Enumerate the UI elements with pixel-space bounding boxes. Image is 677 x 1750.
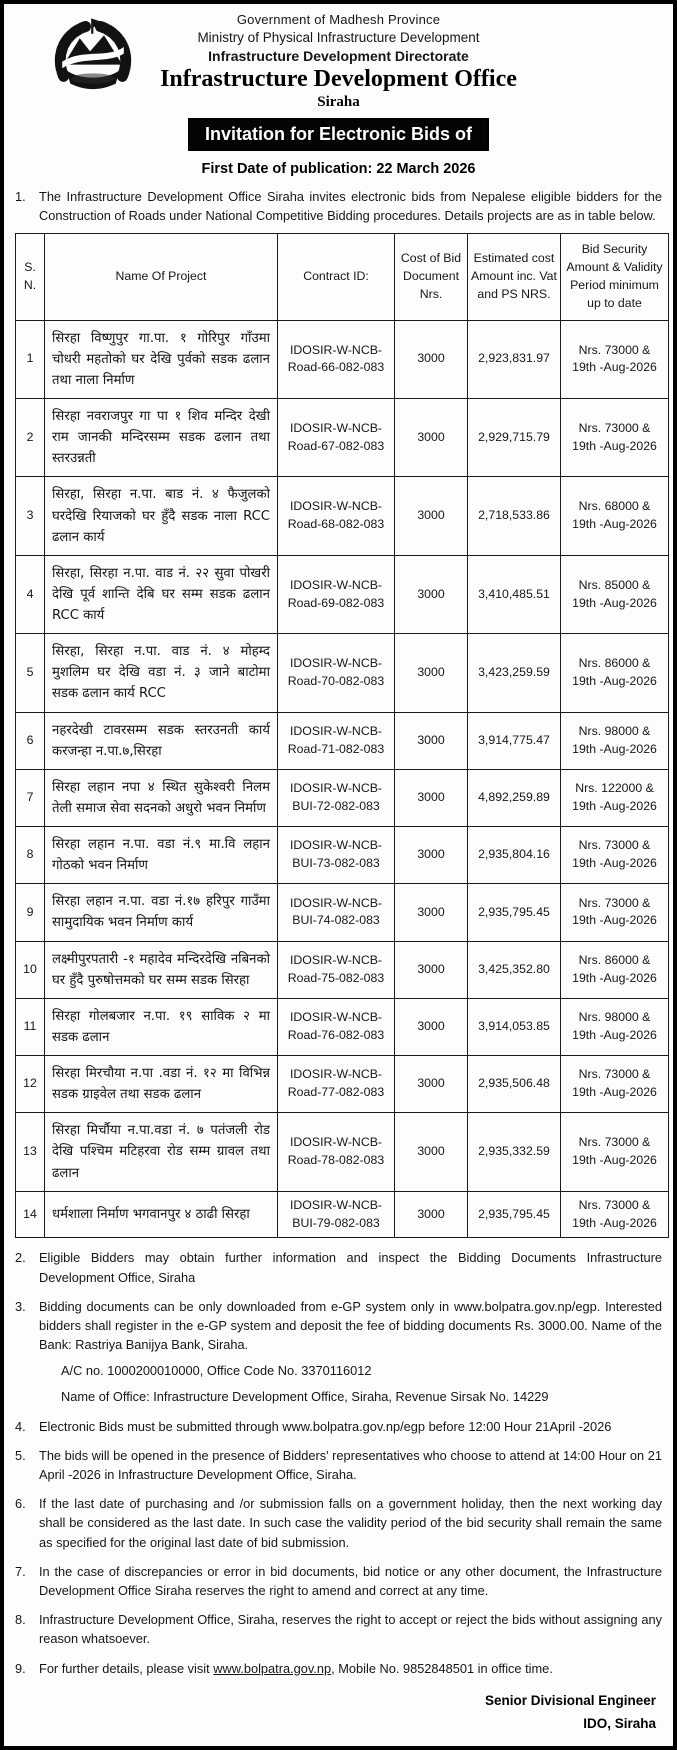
table-row xyxy=(16,1056,669,1113)
contract-id-cell: IDOSIR-W-NCB- Road-77-082-083 xyxy=(278,1056,395,1113)
cost-cell: 3000 xyxy=(395,555,468,633)
project-name-cell: सिरहा लहान नपा ४ स्थित सुकेश्वरी निलम तेली समाज सेवा सदनको अधुरो भवन निर्माण xyxy=(45,769,278,826)
document-header xyxy=(15,10,662,177)
contract-id-cell: IDOSIR-W-NCB- Road-66-082-083 xyxy=(278,320,395,398)
table-row xyxy=(16,634,669,712)
ministry-line: Ministry of Physical Infrastructure Development xyxy=(197,30,480,45)
sn-cell: 13 xyxy=(16,1113,45,1191)
contract-id-cell: IDOSIR-W-NCB- Road-70-082-083 xyxy=(278,634,395,712)
sn-cell: 9 xyxy=(16,884,45,941)
estimate-cell: 2,935,795.45 xyxy=(468,1191,561,1238)
estimate-cell: 2,935,795.45 xyxy=(468,884,561,941)
note-number: 9. xyxy=(15,1660,26,1676)
estimate-cell: 2,935,804.16 xyxy=(468,827,561,884)
contract-id-cell: IDOSIR-W-NCB- Road-71-082-083 xyxy=(278,712,395,769)
note-text xyxy=(39,1659,662,1678)
directorate-line: Infrastructure Development Directorate xyxy=(208,48,469,64)
note-number: 8. xyxy=(15,1612,26,1628)
contract-id-cell: IDOSIR-W-NCB- Road-78-082-083 xyxy=(278,1113,395,1191)
contract-id-cell: IDOSIR-W-NCB- Road-75-082-083 xyxy=(278,941,395,998)
invitation-banner: Invitation for Electronic Bids of xyxy=(188,118,489,151)
contract-id-cell: IDOSIR-W-NCB- Road-76-082-083 xyxy=(278,998,395,1055)
contract-id-cell: IDOSIR-W-NCB- BUI-72-082-083 xyxy=(278,769,395,826)
intro-text: The Infrastructure Development Office Siraha invites electronic bids from Nepalese eligible bidders for the Construction of Roads under National Competitive Bidding procedures. Details projects are as in table below. xyxy=(39,189,662,224)
note-number: 6. xyxy=(15,1496,26,1512)
district-title: Siraha xyxy=(317,94,360,110)
estimate-cell: 2,929,715.79 xyxy=(468,399,561,477)
estimate-cell: 2,718,533.86 xyxy=(468,477,561,555)
cost-cell: 3000 xyxy=(395,712,468,769)
project-name-cell: सिरहा गोलबजार न.पा. १९ साविक २ मा सडक ढलान xyxy=(45,998,278,1055)
col-header-name: Name Of Project xyxy=(45,234,278,320)
sn-cell: 14 xyxy=(16,1191,45,1238)
security-cell: Nrs. 73000 & 19th -Aug-2026 xyxy=(561,827,669,884)
table-row xyxy=(16,320,669,398)
cost-cell: 3000 xyxy=(395,998,468,1055)
col-header-security: Bid Security Amount & Validity Period minimum up to date xyxy=(561,234,669,320)
note-text: Infrastructure Development Office, Siraha, reserves the right to accept or reject the bids without assigning any reason whatsoever. xyxy=(39,1612,662,1647)
project-name-cell: सिरहा मिर्चौया न.पा.वडा नं. ७ पतंजली रोड देखि पश्चिम मटिहरवा रोड सम्म ग्रावल तथा ढलान xyxy=(45,1113,278,1191)
project-name-cell: सिरहा लहान न.पा. वडा नं.९ मा.वि लहान गोठको भवन निर्माण xyxy=(45,827,278,884)
note-text-pre: For further details, please visit xyxy=(39,1660,214,1676)
note-number: 7. xyxy=(15,1563,26,1579)
col-header-estimate: Estimated cost Amount inc. Vat and PS NRS. xyxy=(468,234,561,320)
notes-section xyxy=(15,1248,662,1677)
note-text xyxy=(39,1297,662,1407)
note-item xyxy=(15,1297,662,1407)
table-row xyxy=(16,399,669,477)
cost-cell: 3000 xyxy=(395,884,468,941)
cost-cell: 3000 xyxy=(395,1191,468,1238)
contract-id-cell: IDOSIR-W-NCB- BUI-79-082-083 xyxy=(278,1191,395,1238)
security-cell: Nrs. 86000 & 19th -Aug-2026 xyxy=(561,634,669,712)
bolpatra-link: www.bolpatra.gov.np xyxy=(213,1660,332,1676)
security-cell: Nrs. 68000 & 19th -Aug-2026 xyxy=(561,477,669,555)
security-cell: Nrs. 122000 & 19th -Aug-2026 xyxy=(561,769,669,826)
signature-block xyxy=(15,1690,662,1736)
table-row xyxy=(16,712,669,769)
col-header-cost: Cost of Bid Document Nrs. xyxy=(395,234,468,320)
note-item xyxy=(15,1446,662,1484)
security-cell: Nrs. 73000 & 19th -Aug-2026 xyxy=(561,320,669,398)
security-cell: Nrs. 73000 & 19th -Aug-2026 xyxy=(561,1056,669,1113)
contract-id-cell: IDOSIR-W-NCB- Road-69-082-083 xyxy=(278,555,395,633)
table-row xyxy=(16,827,669,884)
project-name-cell: सिरहा लहान न.पा. वडा नं.१७ हरिपुर गाउँमा सामुदायिक भवन निर्माण कार्य xyxy=(45,884,278,941)
note-text: In the case of discrepancies or error in bid documents, bid notice or any other document, the Infrastructure Development Office Siraha reserves the right to amend and correct at any time. xyxy=(39,1563,662,1598)
note-text: Eligible Bidders may obtain further information and inspect the Bidding Documents Infrastructure Development Office, Siraha xyxy=(39,1250,662,1285)
contract-id-cell: IDOSIR-W-NCB- Road-68-082-083 xyxy=(278,477,395,555)
sn-cell: 4 xyxy=(16,555,45,633)
estimate-cell: 4,892,259.89 xyxy=(468,769,561,826)
publication-date: First Date of publication: 22 March 2026 xyxy=(201,161,476,177)
security-cell: Nrs. 98000 & 19th -Aug-2026 xyxy=(561,998,669,1055)
estimate-cell: 3,914,775.47 xyxy=(468,712,561,769)
cost-cell: 3000 xyxy=(395,320,468,398)
estimate-cell: 2,923,831.97 xyxy=(468,320,561,398)
table-row xyxy=(16,884,669,941)
account-number-line: A/C no. 1000200010000, Office Code No. 3370116012 xyxy=(61,1363,372,1379)
note-text-post: , Mobile No. 9852848501 in office time. xyxy=(331,1660,553,1676)
cost-cell: 3000 xyxy=(395,477,468,555)
table-row xyxy=(16,477,669,555)
note-item xyxy=(15,1659,662,1678)
office-title: Infrastructure Development Office xyxy=(160,66,517,92)
sn-cell: 10 xyxy=(16,941,45,998)
sn-cell: 1 xyxy=(16,320,45,398)
sn-cell: 3 xyxy=(16,477,45,555)
security-cell: Nrs. 98000 & 19th -Aug-2026 xyxy=(561,712,669,769)
estimate-cell: 3,425,352.80 xyxy=(468,941,561,998)
office-name-line: Name of Office: Infrastructure Development Office, Siraha, Revenue Sirsak No. 14229 xyxy=(61,1389,549,1405)
contract-id-cell: IDOSIR-W-NCB- Road-67-082-083 xyxy=(278,399,395,477)
estimate-cell: 2,935,332.59 xyxy=(468,1113,561,1191)
project-name-cell: धर्मशाला निर्माण भगवानपुर ४ ठाढी सिरहा xyxy=(45,1191,278,1238)
signature-title: Senior Divisional Engineer xyxy=(484,1692,656,1708)
project-name-cell: लक्ष्मीपुरपतारी -१ महादेव मन्दिरदेखि नबिनको घर हुँदै पुरुषोत्तमको घर सम्म सडक सिरहा xyxy=(45,941,278,998)
project-name-cell: सिरहा विष्णुपुर गा.पा. १ गोरिपुर गाँउमा चोधरी महतोको घर देखि पुर्वको सडक ढलान तथा नाला निर्माण xyxy=(45,320,278,398)
table-header-row xyxy=(16,234,669,320)
sn-cell: 11 xyxy=(16,998,45,1055)
intro-paragraph xyxy=(15,187,662,225)
cost-cell: 3000 xyxy=(395,634,468,712)
security-cell: Nrs. 73000 & 19th -Aug-2026 xyxy=(561,1191,669,1238)
table-row xyxy=(16,998,669,1055)
signature-office: IDO, Siraha xyxy=(583,1715,656,1731)
cost-cell: 3000 xyxy=(395,941,468,998)
note-text-main: Bidding documents can be only downloaded from e-GP system only in www.bolpatra.gov.np/egp. Interested bidders shall register in the e-GP system and deposit the fee of bidding documents Rs. 3000.00. Name of the Bank: Rastriya Banijya Bank, Siraha. xyxy=(39,1298,662,1353)
sn-cell: 12 xyxy=(16,1056,45,1113)
nepal-government-emblem-icon xyxy=(49,14,137,102)
estimate-cell: 2,935,506.48 xyxy=(468,1056,561,1113)
project-name-cell: सिरहा मिरचौया न.पा .वडा नं. १२ मा विभिन्न सडक ग्राइवेल तथा सडक ढलान xyxy=(45,1056,278,1113)
cost-cell: 3000 xyxy=(395,1113,468,1191)
estimate-cell: 3,914,053.85 xyxy=(468,998,561,1055)
estimate-cell: 3,410,485.51 xyxy=(468,555,561,633)
note-text: Electronic Bids must be submitted through www.bolpatra.gov.np/egp before 12:00 Hour 21April -2026 xyxy=(39,1418,612,1434)
sn-cell: 7 xyxy=(16,769,45,826)
sn-cell: 8 xyxy=(16,827,45,884)
note-item xyxy=(15,1248,662,1286)
government-line: Government of Madhesh Province xyxy=(236,12,441,27)
project-name-cell: नहरदेखी टावरसम्म सडक स्तरउनती कार्य करजन्हा न.पा.७,सिरहा xyxy=(45,712,278,769)
estimate-cell: 3,423,259.59 xyxy=(468,634,561,712)
security-cell: Nrs. 86000 & 19th -Aug-2026 xyxy=(561,941,669,998)
project-name-cell: सिरहा, सिरहा न.पा. बाड नं. ४ फैजुलको घरदेखि रियाजको घर हुँदै सडक नाला RCC ढलान कार्य xyxy=(45,477,278,555)
cost-cell: 3000 xyxy=(395,1056,468,1113)
security-cell: Nrs. 85000 & 19th -Aug-2026 xyxy=(561,555,669,633)
note-item xyxy=(15,1417,662,1436)
note-item xyxy=(15,1494,662,1552)
project-name-cell: सिरहा, सिरहा न.पा. वाड नं. २२ सुवा पोखरी देखि पूर्व शान्ति देबि घर सम्म सडक ढलान RCC कार्य xyxy=(45,555,278,633)
col-header-sn: S. N. xyxy=(16,234,45,320)
table-row xyxy=(16,1191,669,1238)
projects-table xyxy=(15,233,669,1238)
table-row xyxy=(16,555,669,633)
security-cell: Nrs. 73000 & 19th -Aug-2026 xyxy=(561,884,669,941)
cost-cell: 3000 xyxy=(395,769,468,826)
note-text: If the last date of purchasing and /or submission falls on a government holiday, then the next working day shall be considered as the last date. In such case the validity period of the bid security shall remain the same as specified for the original last date of bid submission. xyxy=(39,1496,662,1550)
security-cell: Nrs. 73000 & 19th -Aug-2026 xyxy=(561,1113,669,1191)
note-item xyxy=(15,1610,662,1648)
cost-cell: 3000 xyxy=(395,399,468,477)
sn-cell: 6 xyxy=(16,712,45,769)
col-header-contract: Contract ID: xyxy=(278,234,395,320)
table-row xyxy=(16,769,669,826)
project-name-cell: सिरहा नवराजपुर गा पा १ शिव मन्दिर देखी राम जानकी मन्दिरसम्म सडक ढलान तथा स्तरउन्नती xyxy=(45,399,278,477)
contract-id-cell: IDOSIR-W-NCB- BUI-73-082-083 xyxy=(278,827,395,884)
note-number: 2. xyxy=(15,1250,26,1266)
contract-id-cell: IDOSIR-W-NCB- BUI-74-082-083 xyxy=(278,884,395,941)
cost-cell: 3000 xyxy=(395,827,468,884)
note-item xyxy=(15,1562,662,1600)
intro-number: 1. xyxy=(15,189,26,204)
note-number: 5. xyxy=(15,1447,26,1463)
project-name-cell: सिरहा, सिरहा न.पा. वाड नं. ४ मोहम्द मुशलिम घर देखि वडा नं. ३ जाने बाटोमा सडक ढलान कार्य RCC xyxy=(45,634,278,712)
note-number: 3. xyxy=(15,1298,26,1314)
table-row xyxy=(16,941,669,998)
sn-cell: 5 xyxy=(16,634,45,712)
note-number: 4. xyxy=(15,1418,26,1434)
note-text: The bids will be opened in the presence of Bidders' representatives who choose to attend at 14:00 Hour on 21 April -2026 in Infrastructure Development Office, Siraha. xyxy=(39,1447,662,1483)
sn-cell: 2 xyxy=(16,399,45,477)
security-cell: Nrs. 73000 & 19th -Aug-2026 xyxy=(561,399,669,477)
table-row xyxy=(16,1113,669,1191)
